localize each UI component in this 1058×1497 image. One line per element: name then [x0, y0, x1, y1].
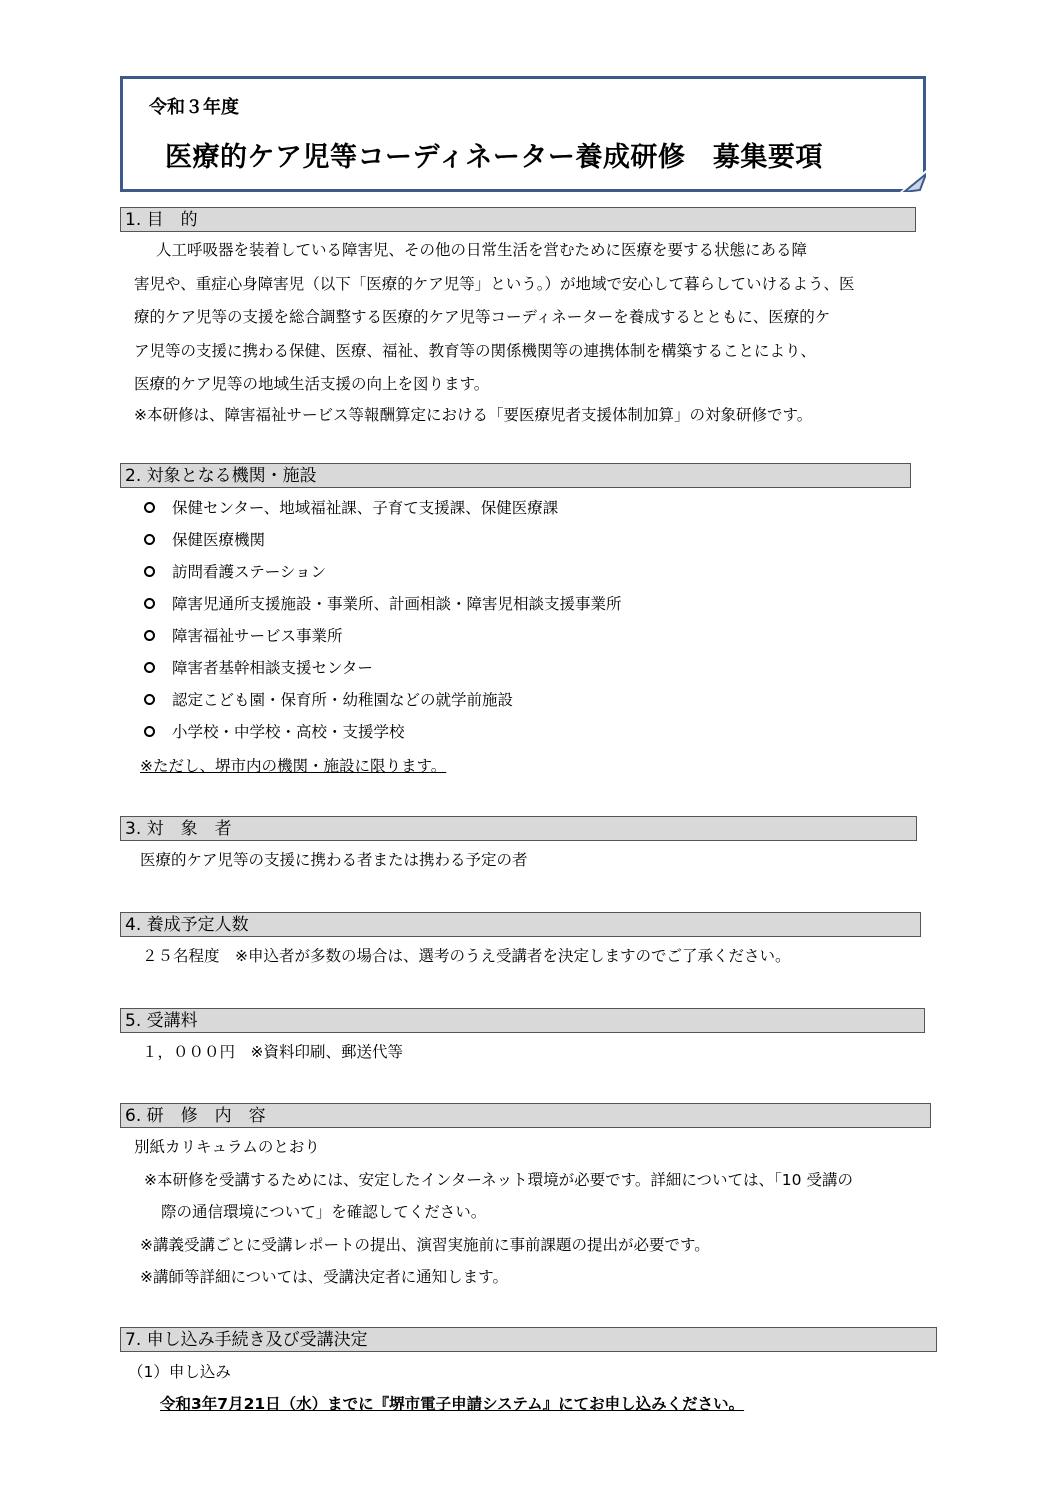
facility-item: 訪問看護ステーション	[172, 563, 327, 581]
facility-item: 障害福祉サービス事業所	[172, 627, 343, 645]
fiscal-year: 令和３年度	[149, 97, 239, 118]
section-5-header: 5. 受講料	[120, 1008, 925, 1033]
section-1-header: 1. 目 的	[120, 207, 916, 232]
purpose-note: ※本研修は、障害福祉サービス等報酬算定における「要医療児者支援体制加算」の対象研修です。	[134, 406, 813, 424]
application-deadline: 令和3年7月21日（水）までに『堺市電子申請システム』にてお申し込みください。	[160, 1395, 745, 1413]
content-line-5: ※講師等詳細については、受講決定者に通知します。	[140, 1268, 508, 1286]
page-curl-icon	[900, 170, 926, 192]
section-6-header: 6. 研 修 内 容	[120, 1103, 931, 1128]
target-persons: 医療的ケア児等の支援に携わる者または携わる予定の者	[140, 851, 528, 869]
capacity-text: ２５名程度 ※申込者が多数の場合は、選考のうえ受講者を決定しますのでご了承ください。	[142, 947, 791, 965]
section-2-header: 2. 対象となる機関・施設	[120, 463, 911, 488]
facility-item: 障害者基幹相談支援センター	[172, 659, 373, 677]
circle-bullet-icon	[144, 566, 155, 577]
circle-bullet-icon	[144, 534, 155, 545]
facility-item: 障害児通所支援施設・事業所、計画相談・障害児相談支援事業所	[172, 595, 622, 613]
purpose-line-3: 療的ケア児等の支援を総合調整する医療的ケア児等コーディネーターを養成するとともに、医療的ケ	[134, 308, 831, 326]
fee-text: １，０００円 ※資料印刷、郵送代等	[142, 1043, 403, 1061]
application-subheading: （1）申し込み	[128, 1363, 231, 1381]
section-7-header: 7. 申し込み手続き及び受講決定	[120, 1327, 937, 1352]
circle-bullet-icon	[144, 694, 155, 705]
document-title: 医療的ケア児等コーディネーター養成研修 募集要項	[165, 142, 823, 173]
purpose-line-2: 害児や、重症心身障害児（以下「医療的ケア児等」という。）が地域で安心して暮らしていけるよう、医	[134, 275, 855, 293]
section-3-header: 3. 対 象 者	[120, 816, 917, 841]
title-box	[120, 76, 926, 192]
circle-bullet-icon	[144, 502, 155, 513]
circle-bullet-icon	[144, 598, 155, 609]
facility-item: 小学校・中学校・高校・支援学校	[172, 723, 405, 741]
content-line-1: 別紙カリキュラムのとおり	[134, 1138, 320, 1156]
facility-item: 保健医療機関	[172, 531, 266, 549]
purpose-line-4: ア児等の支援に携わる保健、医療、福祉、教育等の関係機関等の連携体制を構築することにより、	[134, 342, 817, 360]
purpose-line-1: 人工呼吸器を装着している障害児、その他の日常生活を営むために医療を要する状態にある障	[156, 241, 808, 259]
content-line-4: ※講義受講ごとに受講レポートの提出、演習実施前に事前課題の提出が必要です。	[140, 1236, 710, 1254]
content-line-3: 際の通信環境について」を確認してください。	[161, 1203, 487, 1221]
circle-bullet-icon	[144, 630, 155, 641]
content-line-2: ※本研修を受講するためには、安定したインターネット環境が必要です。詳細については、「10 受講の	[144, 1171, 853, 1189]
section-4-header: 4. 養成予定人数	[120, 912, 921, 937]
circle-bullet-icon	[144, 726, 155, 737]
facility-note: ※ただし、堺市内の機関・施設に限ります。	[140, 757, 447, 775]
circle-bullet-icon	[144, 662, 155, 673]
purpose-line-5: 医療的ケア児等の地域生活支援の向上を図ります。	[134, 375, 490, 393]
facility-item: 保健センター、地域福祉課、子育て支援課、保健医療課	[172, 499, 559, 517]
facility-item: 認定こども園・保育所・幼稚園などの就学前施設	[172, 691, 514, 709]
